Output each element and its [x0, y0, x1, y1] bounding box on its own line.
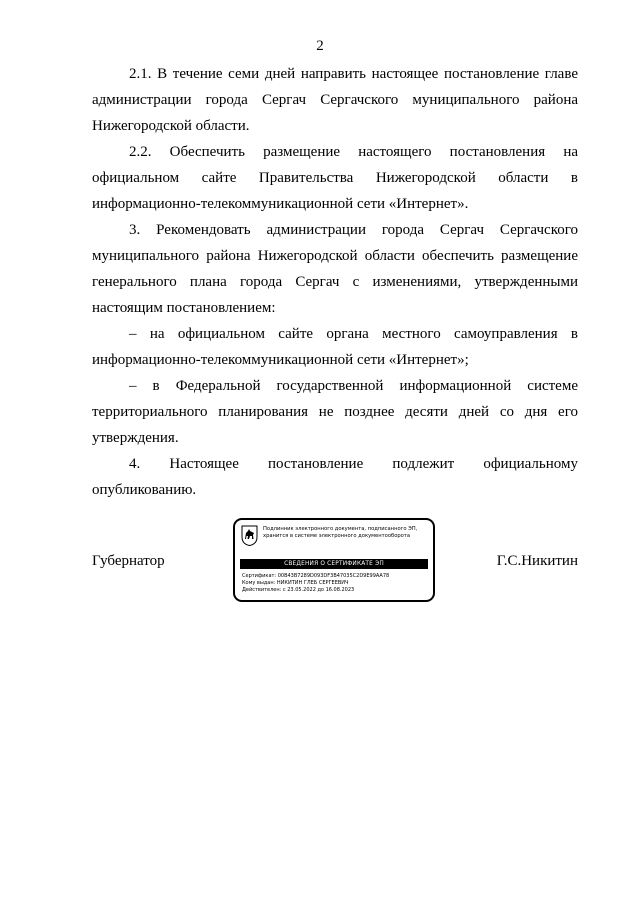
issued-to-label: Кому выдан:	[242, 580, 276, 586]
certificate-label: Сертификат:	[242, 573, 277, 579]
paragraph-3-item-1: – на официальном сайте органа местного самоуправления в информационно-телекоммуникационной сети «Интернет»;	[92, 326, 578, 368]
stamp-header-line-1: Подлинник электронного документа, подписанного ЭП,	[263, 526, 418, 532]
page-number: 2	[316, 38, 324, 54]
stamp-details	[242, 573, 432, 594]
electronic-signature-stamp	[233, 518, 435, 602]
certificate-row	[242, 573, 432, 580]
issued-to-row	[242, 580, 432, 587]
issued-to-value: НИКИТИН ГЛЕБ СЕРГЕЕВИЧ	[276, 580, 349, 586]
paragraph-4: 4. Настоящее постановление подлежит официальному опубликованию.	[92, 456, 578, 498]
signatory-name: Г.С.Никитин	[496, 553, 578, 569]
paragraph-2-2: 2.2. Обеспечить размещение настоящего постановления на официальном сайте Правительства Нижегородской области в информационно-телекоммуникационной сети «Интернет».	[92, 144, 578, 212]
paragraph-3: 3. Рекомендовать администрации города Сергач Сергачского муниципального района Нижегородской области обеспечить размещение генерального плана города Сергач с изменениями, утвержденными настоящим постановлением:	[92, 222, 578, 316]
validity-value: с 23.05.2022 до 16.08.2023	[282, 587, 355, 593]
document-body	[92, 61, 578, 503]
stamp-header	[263, 526, 433, 540]
coat-of-arms-icon	[241, 525, 258, 546]
validity-label: Действителен:	[242, 587, 282, 593]
validity-row	[242, 587, 432, 594]
signatory-position: Губернатор	[92, 553, 165, 569]
stamp-header-line-2: хранится в системе электронного документооборота	[263, 533, 411, 539]
paragraph-2-1: 2.1. В течение семи дней направить настоящее постановление главе администрации города Сергач Сергачского муниципального района Нижегородской области.	[92, 66, 578, 134]
certificate-value: 00B43B7289D093DF3B47035C2D9E99AA78	[277, 573, 390, 579]
stamp-title: СВЕДЕНИЯ О СЕРТИФИКАТЕ ЭП	[240, 559, 428, 569]
paragraph-3-item-2: – в Федеральной государственной информационной системе территориального планирования не позднее десяти дней со дня его утверждения.	[92, 378, 578, 446]
